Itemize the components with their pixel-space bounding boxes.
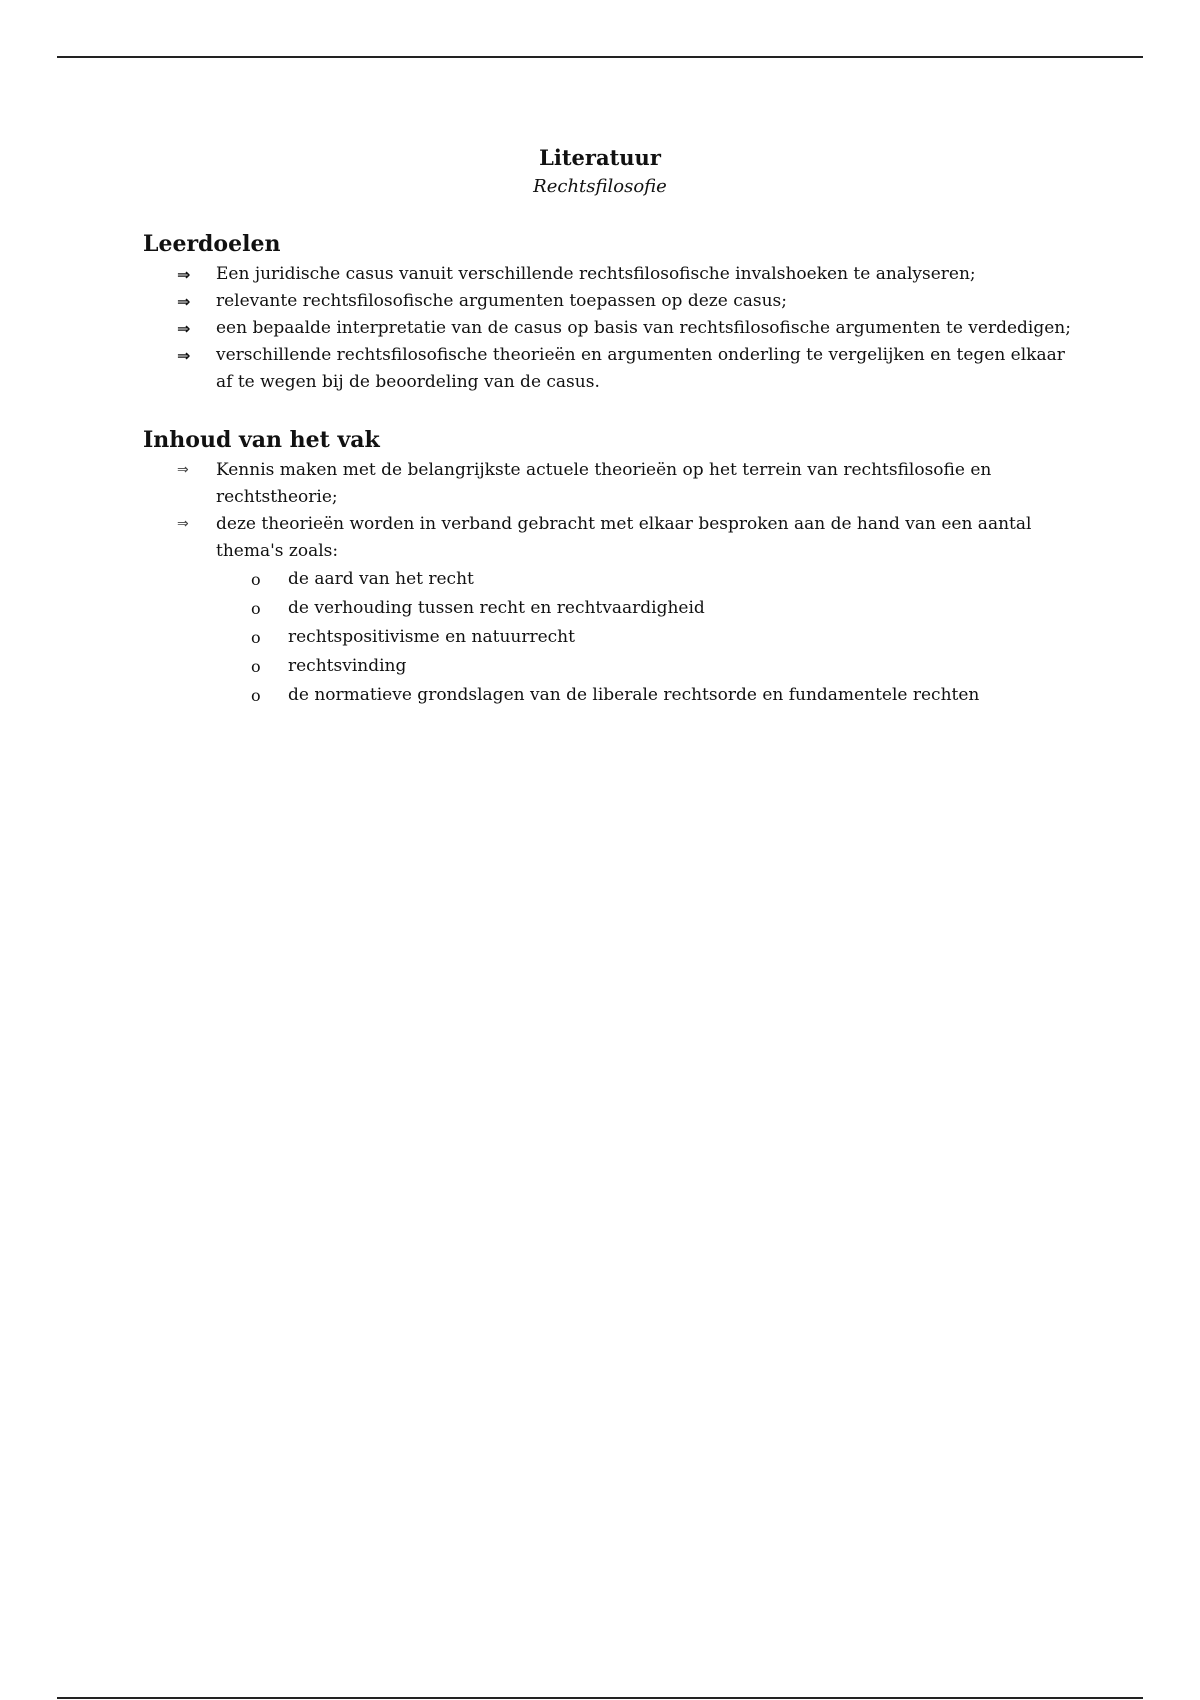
- list-item-text: deze theorieën worden in verband gebracht met elkaar besproken aan de hand van een aantal thema's zoals:: [216, 514, 1032, 561]
- inhoud-heading: Inhoud van het vak: [143, 427, 380, 453]
- list-item: [143, 511, 1083, 565]
- inhoud-list: [143, 457, 1083, 565]
- list-item-text: verschillende rechtsfilosofische theorieën en argumenten onderling te vergelijken en tegen elkaar af te wegen bij de beoordeling van de casus.: [216, 345, 1065, 392]
- theme-text: rechtsvinding: [288, 656, 407, 676]
- list-item: [143, 315, 1083, 342]
- theme-text: de verhouding tussen recht en rechtvaardigheid: [288, 598, 705, 618]
- top-rule: [57, 56, 1143, 58]
- double-arrow-right-icon: ⇒: [177, 516, 189, 532]
- themes-list: [143, 565, 1083, 710]
- list-item: [143, 261, 1083, 288]
- double-arrow-right-icon: ⇒: [177, 462, 189, 478]
- list-item-text: Kennis maken met de belangrijkste actuele theorieën op het terrein van rechtsfilosofie en rechtstheorie;: [216, 460, 992, 507]
- leerdoelen-section: [143, 229, 1083, 396]
- theme-text: rechtspositivisme en natuurrecht: [288, 627, 575, 647]
- circle-bullet-icon: o: [251, 686, 261, 705]
- list-item: [143, 457, 1083, 511]
- double-arrow-right-icon: ⇒: [177, 319, 191, 338]
- leerdoelen-heading: Leerdoelen: [143, 231, 281, 257]
- list-item-text: relevante rechtsfilosofische argumenten toepassen op deze casus;: [216, 291, 787, 311]
- theme-item: [143, 565, 1083, 594]
- circle-bullet-icon: o: [251, 570, 261, 589]
- theme-item: [143, 652, 1083, 681]
- theme-item: [143, 681, 1083, 710]
- inhoud-section: [143, 425, 1083, 710]
- list-item-text: Een juridische casus vanuit verschillende rechtsfilosofische invalshoeken te analyseren;: [216, 264, 976, 284]
- list-item-text: een bepaalde interpretatie van de casus op basis van rechtsfilosofische argumenten te verdedigen;: [216, 318, 1071, 338]
- double-arrow-right-icon: ⇒: [177, 292, 191, 311]
- double-arrow-right-icon: ⇒: [177, 346, 191, 365]
- theme-text: de normatieve grondslagen van de liberale rechtsorde en fundamentele rechten: [288, 685, 980, 705]
- list-item: [143, 288, 1083, 315]
- theme-item: [143, 623, 1083, 652]
- circle-bullet-icon: o: [251, 657, 261, 676]
- circle-bullet-icon: o: [251, 599, 261, 618]
- document-subtitle: Rechtsfilosofie: [533, 176, 667, 197]
- document-header: [0, 143, 1200, 201]
- theme-text: de aard van het recht: [288, 569, 474, 589]
- double-arrow-right-icon: ⇒: [177, 265, 191, 284]
- document-title: Literatuur: [539, 145, 661, 170]
- theme-item: [143, 594, 1083, 623]
- bottom-rule: [57, 1697, 1143, 1699]
- list-item: [143, 342, 1083, 396]
- circle-bullet-icon: o: [251, 628, 261, 647]
- leerdoelen-list: [143, 261, 1083, 396]
